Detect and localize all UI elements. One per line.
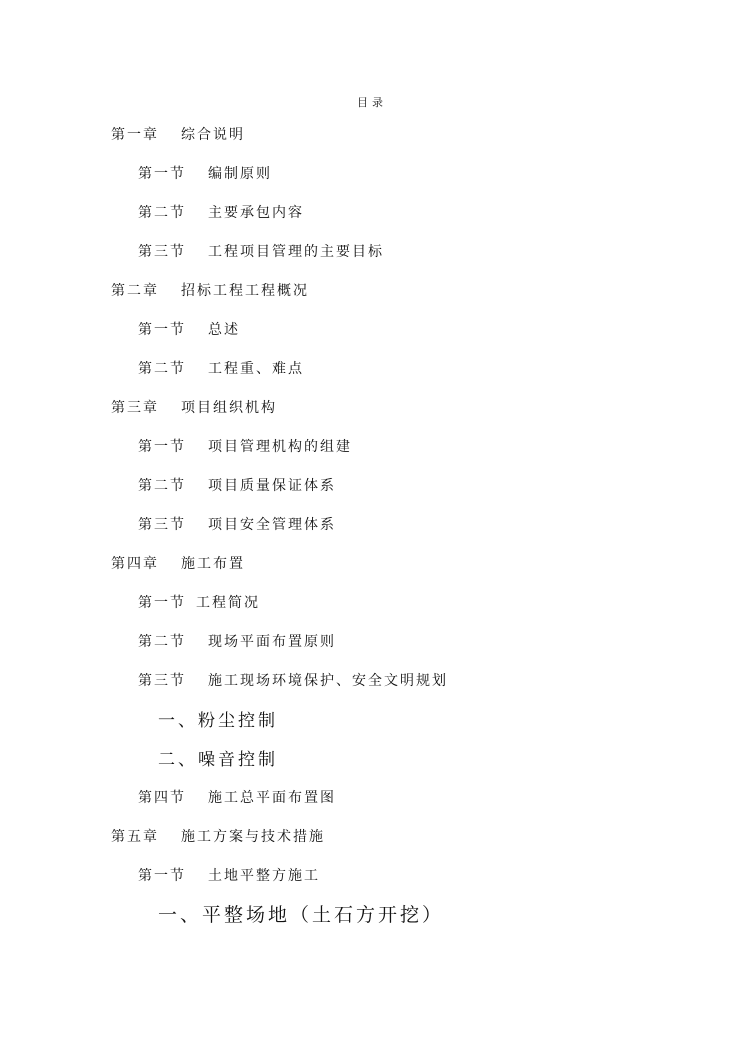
section-number: 第三节 xyxy=(138,517,186,533)
chapter-number: 第四章 xyxy=(111,556,159,572)
chapter-number: 第五章 xyxy=(111,829,159,845)
toc-subsection-dust-control xyxy=(158,706,278,731)
section-number: 第一节 xyxy=(138,166,186,182)
toc-section-3-1 xyxy=(138,436,352,456)
toc-section-4-3 xyxy=(138,670,448,690)
section-number: 第一节 xyxy=(138,322,186,338)
chapter-title: 招标工程工程概况 xyxy=(181,283,309,299)
section-title: 土地平整方施工 xyxy=(208,868,320,884)
section-title: 现场平面布置原则 xyxy=(208,634,336,650)
section-title: 项目管理机构的组建 xyxy=(208,439,352,455)
section-title: 工程项目管理的主要目标 xyxy=(208,244,384,260)
subsection-title: 一、平整场地（土石方开挖） xyxy=(158,904,445,926)
toc-subsection-noise-control xyxy=(158,745,278,770)
chapter-number: 第一章 xyxy=(111,127,159,143)
section-number: 第四节 xyxy=(138,790,186,806)
section-title: 编制原则 xyxy=(208,166,272,182)
section-title: 项目质量保证体系 xyxy=(208,478,336,494)
toc-section-1-2 xyxy=(138,202,304,222)
toc-section-2-1 xyxy=(138,319,240,339)
chapter-number: 第二章 xyxy=(111,283,159,299)
section-title: 工程重、难点 xyxy=(208,361,304,377)
chapter-title: 项目组织机构 xyxy=(181,400,277,416)
subsection-title: 一、粉尘控制 xyxy=(158,711,278,731)
chapter-title: 施工布置 xyxy=(181,556,245,572)
section-title: 施工总平面布置图 xyxy=(208,790,336,806)
toc-section-5-1 xyxy=(138,865,320,885)
toc-section-4-1 xyxy=(138,592,260,612)
section-number: 第三节 xyxy=(138,244,186,260)
chapter-title: 施工方案与技术措施 xyxy=(181,829,325,845)
section-title: 主要承包内容 xyxy=(208,205,304,221)
toc-section-3-3 xyxy=(138,514,336,534)
toc-subsection-site-leveling xyxy=(158,900,444,927)
chapter-number: 第三章 xyxy=(111,400,159,416)
toc-section-4-4 xyxy=(138,787,336,807)
section-number: 第二节 xyxy=(138,634,186,650)
toc-chapter-2 xyxy=(111,280,309,300)
toc-section-3-2 xyxy=(138,475,336,495)
section-title: 项目安全管理体系 xyxy=(208,517,336,533)
toc-section-1-1 xyxy=(138,163,272,183)
section-number: 第三节 xyxy=(138,673,186,689)
subsection-title: 二、噪音控制 xyxy=(158,750,278,770)
section-number: 第一节 xyxy=(138,595,186,611)
toc-chapter-1 xyxy=(111,124,245,144)
toc-section-2-2 xyxy=(138,358,304,378)
section-title: 总述 xyxy=(208,322,240,338)
section-number: 第一节 xyxy=(138,439,186,455)
chapter-title: 综合说明 xyxy=(181,127,245,143)
section-number: 第二节 xyxy=(138,361,186,377)
section-number: 第二节 xyxy=(138,205,186,221)
section-number: 第一节 xyxy=(138,868,186,884)
toc-chapter-4 xyxy=(111,553,245,573)
toc-section-4-2 xyxy=(138,631,336,651)
toc-title: 目录 xyxy=(357,96,387,109)
section-title: 工程简况 xyxy=(196,595,260,611)
section-title: 施工现场环境保护、安全文明规划 xyxy=(208,673,448,689)
toc-section-1-3 xyxy=(138,241,384,261)
toc-chapter-5 xyxy=(111,826,325,846)
toc-chapter-3 xyxy=(111,397,277,417)
section-number: 第二节 xyxy=(138,478,186,494)
